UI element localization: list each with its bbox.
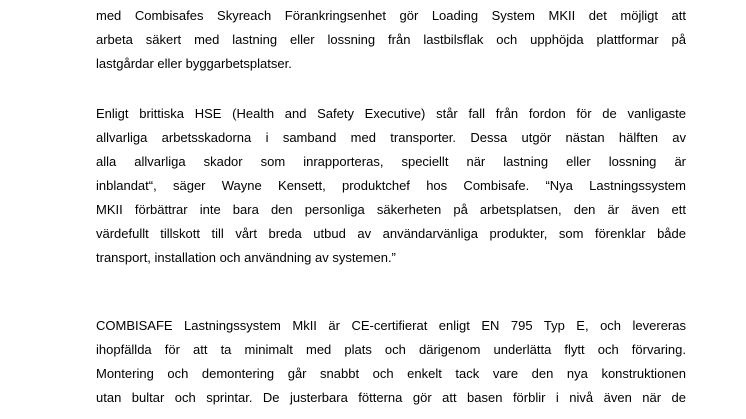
paragraph-line: MKII förbättrar inte bara den personliga säkerheten på arbetsplatsen, den är även ett xyxy=(96,202,686,217)
paragraph-line: med Combisafes Skyreach Förankringsenhet gör Loading System MKII det möjligt att xyxy=(96,8,686,23)
paragraph-line: alla allvarliga skador som inrapporteras, speciellt när lastning eller lossning är xyxy=(96,154,686,169)
paragraph-line: utan bultar och sprintar. De justerbara fötterna gör att basen förblir i nivå även när de xyxy=(96,390,686,405)
paragraph-line: Enligt brittiska HSE (Health and Safety Executive) står fall från fordon för de vanligaste xyxy=(96,106,686,121)
paragraph-line: Montering och demontering går snabbt och enkelt tack vare den nya konstruktionen xyxy=(96,366,686,381)
paragraph-line: transport, installation och användning av systemen.” xyxy=(96,250,396,265)
paragraph-line: ihopfällda för att ta minimalt med plats och därigenom underlätta flytt och förvaring. xyxy=(96,342,686,357)
paragraph-line: värdefullt tillskott till vårt breda utbud av användarvänliga produkter, som förenklar både xyxy=(96,226,686,241)
paragraph-line: COMBISAFE Lastningssystem MkII är CE-certifierat enligt EN 795 Typ E, och levereras xyxy=(96,318,686,333)
paragraph-line: arbeta säkert med lastning eller lossning från lastbilsflak och upphöjda plattformar på xyxy=(96,32,686,47)
paragraph-line: lastgårdar eller byggarbetsplatser. xyxy=(96,56,292,71)
paragraph-line: inblandat“, säger Wayne Kensett, produktchef hos Combisafe. “Nya Lastningssystem xyxy=(96,178,686,193)
paragraph-line: allvarliga arbetsskadorna i samband med transporter. Dessa utgör nästan hälften av xyxy=(96,130,686,145)
